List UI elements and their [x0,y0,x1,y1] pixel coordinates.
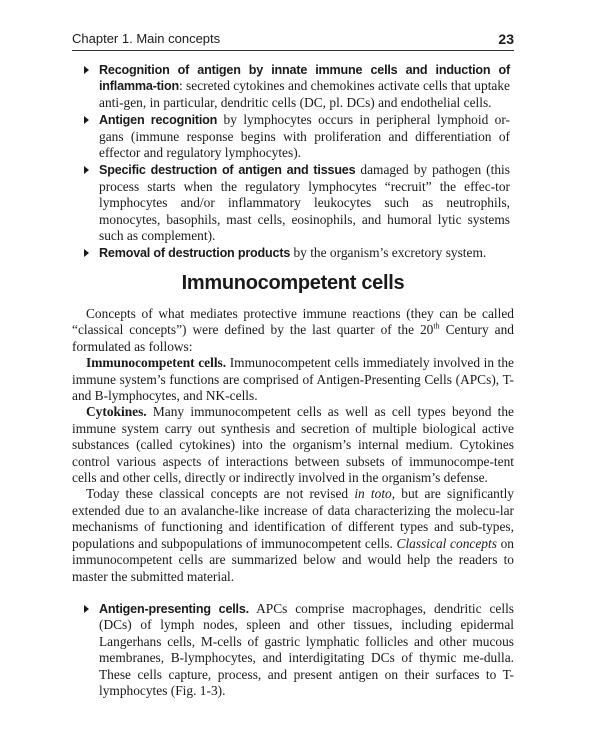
paragraph-text: , but are significantly extended due to an avalanche-like increase of data characterizing the molecu-lar mechanisms of functioning and identification of different types and sub-types, populations and subpopulations of immunocompetent cells. [72,486,514,551]
page-number: 23 [498,31,514,47]
bullet-text: damaged by pathogen (this process starts when the regulatory lymphocytes “recruit” the effec-tor lymphocytes and/or inflammatory leukocytes such as neutrophils, monocytes, basophils, mast cells, eosinophils, and humoral lytic systems such as complement). [99,162,510,244]
chapter-title: Chapter 1. Main concepts [72,31,221,46]
bullet-arrow-icon [84,66,89,74]
paragraph-lead: Cytokines. [86,404,147,420]
body-text [72,306,514,585]
paragraph-text: Today these classical concepts are not revised [86,486,355,502]
bullet-lead: Antigen-presenting cells. [99,602,249,616]
list-item [84,112,510,161]
bullet-text: by the organism’s excretory system. [290,245,487,261]
italic-text: Classical concepts [396,535,497,551]
bullet-lead: Antigen recognition [99,113,218,128]
bullet-arrow-icon [84,116,89,124]
section-heading: Immunocompetent cells [181,272,405,294]
immunocompetent-paragraph [72,355,514,404]
paragraph-lead: Immunocompetent cells. [86,355,227,371]
intro-text: Concepts of what mediates protective immune reactions (they can be called “classical concepts”) were defined by the last quarter of the 20 [72,306,514,338]
list-item [84,162,510,244]
bullet-lead: Specific destruction of antigen and tissues [99,163,356,178]
bullet-text: APCs comprise macrophages, dendritic cells (DCs) of lymph nodes, spleen and other tissues, including epidermal Langerhans cells, M-cells of gastric lymphatic follicles and other mucous membranes, B-lymphocytes, and interdigitating DCs of thymic me-dulla. These cells capture, process, and present antigen on their surfaces to T-lymphocytes (Fig. 1-3). [99,601,514,699]
today-paragraph [72,486,514,584]
bullet-arrow-icon [84,605,89,613]
paragraph-text: Many immunocompetent cells as well as cell types beyond the immune system carry out synthesis and secretion of multiple biological active substances (called cytokines) into the organism’s internal medium. Cytokines control various aspects of interactions between subsets of immunocompe-tent cells and other cells, directly or indirectly involved in the organism’s defense. [72,404,514,486]
bullet-lead: Recognition of antigen by innate immune cells and induction of inflamma-tion [99,63,510,94]
bullet-text: : secreted cytokines and chemokines activate cells that uptake anti-gen, in particular, dendritic cells (DC, pl. DCs) and endothelial cells. [99,78,510,110]
bullet-text: by lymphocytes occurs in peripheral lymphoid or-gans (immune response begins with proliferation and differentiation of effector and regulatory lymphocytes). [99,112,510,161]
paragraph-text: on immunocompetent cells are summarized below and would help the readers to master the submitted material. [72,535,514,584]
intro-paragraph [72,306,514,355]
cytokines-paragraph [72,404,514,486]
bullet-arrow-icon [84,249,89,257]
bullet-lead: Removal of destruction products [99,246,291,261]
list-item [84,245,510,261]
paragraph-text: Immunocompetent cells immediately involved in the immune system’s functions are comprised of Antigen-Presenting Cells (APCs), T- and B-lymphocytes, and NK-cells. [72,355,515,404]
bullet-arrow-icon [84,166,89,174]
stages-bullet-list [84,62,510,263]
list-item [84,601,514,699]
list-item [84,62,510,111]
italic-text: in toto [354,486,392,502]
intro-text-end: Century and formulated as follows: [72,322,514,354]
superscript: th [433,321,440,331]
running-header [72,28,514,51]
cell-types-bullet-list [84,601,514,699]
